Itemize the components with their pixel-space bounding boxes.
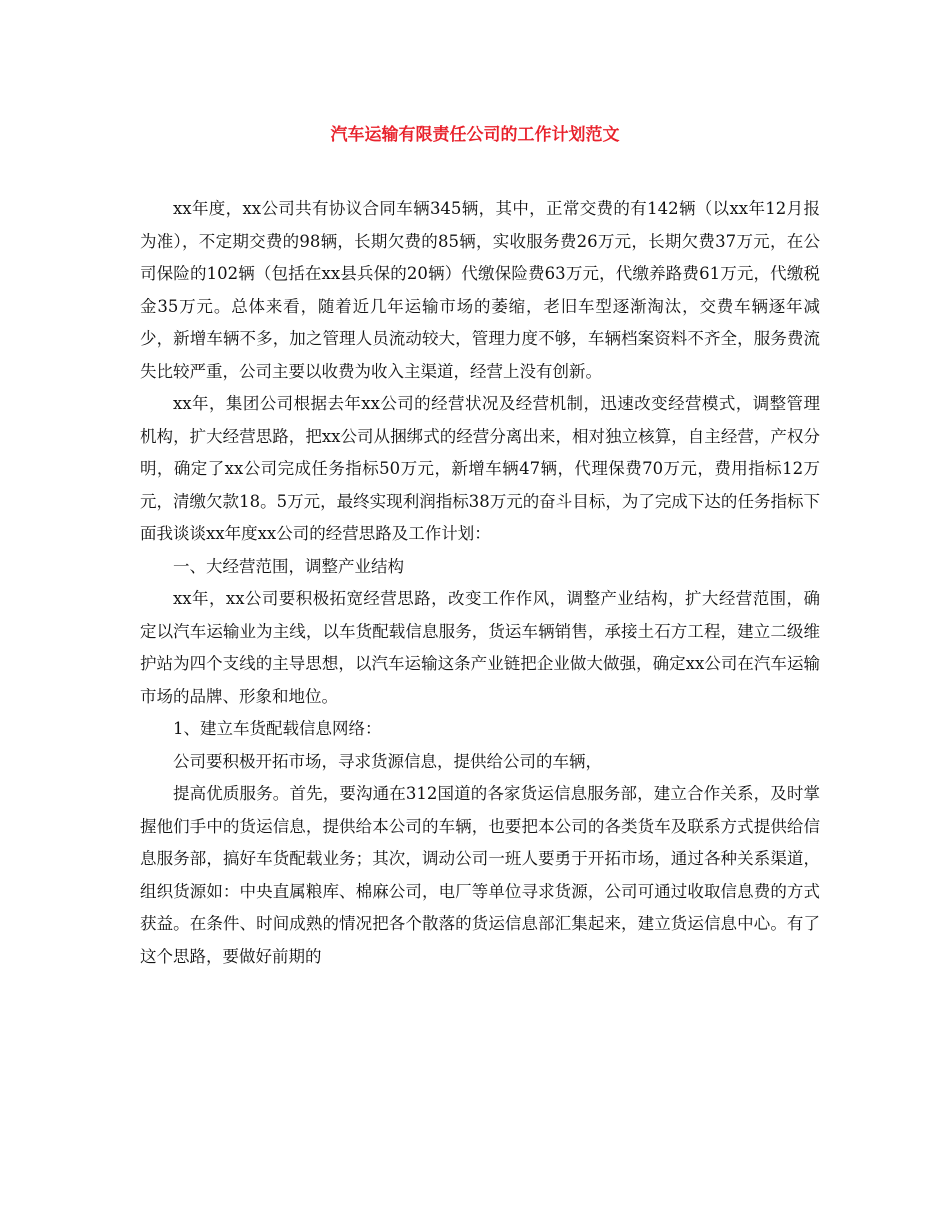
document-body <box>140 193 820 973</box>
document-title: 汽车运输有限责任公司的工作计划范文 <box>330 125 620 145</box>
subheading-cargo-network: 1、建立车货配载信息网络： <box>173 719 382 738</box>
paragraph-business-scope: xx年，xx公司要积极拓宽经营思路，改变工作作风，调整产业结构，扩大经营范围，确定以汽车运输业为主线，以车货配载信息服务，货运车辆销售，承接土石方工程，建立二级维护站为四个支线的主导思想，以汽车运输这条产业链把企业做大做强，确定xx公司在汽车运输市场的品牌、形象和地位。 <box>140 589 820 706</box>
paragraph-annual-summary: xx年度，xx公司共有协议合同车辆345辆，其中，正常交费的有142辆（以xx年12月报为准），不定期交费的98辆，长期欠费的85辆，实收服务费26万元，长期欠费37万元，在公司保险的102辆（包括在xx县兵保的20辆）代缴保险费63万元，代缴养路费61万元，代缴税金35万元。总体来看，随着近几年运输市场的萎缩，老旧车型逐渐淘汰，交费车辆逐年减少，新增车辆不多，加之管理人员流动较大，管理力度不够，车辆档案资料不齐全，服务费流失比较严重，公司主要以收费为收入主渠道，经营上没有创新。 <box>140 199 820 381</box>
section-heading-business-scope: 一、大经营范围，调整产业结构 <box>173 556 404 576</box>
paragraph-service-quality: 提高优质服务。首先，要沟通在312国道的各家货运信息服务部，建立合作关系，及时掌握他们手中的货运信息，提供给本公司的车辆，也要把本公司的各类货车及联系方式提供给信息服务部，搞好车货配载业务；其次，调动公司一班人要勇于开拓市场，通过各种关系渠道，组织货源如：中央直属粮库、棉麻公司，电厂等单位寻求货源，公司可通过收取信息费的方式获益。在条件、时间成熟的情况把各个散落的货运信息部汇集起来，建立货运信息中心。有了这个思路，要做好前期的 <box>140 784 820 966</box>
paragraph-cargo-market: 公司要积极开拓市场，寻求货源信息，提供给公司的车辆， <box>173 751 602 771</box>
paragraph-group-plan: xx年，集团公司根据去年xx公司的经营状况及经营机制，迅速改变经营模式，调整管理机构，扩大经营思路，把xx公司从捆绑式的经营分离出来，相对独立核算，自主经营，产权分明，确定了xx公司完成任务指标50万元，新增车辆47辆，代理保费70万元，费用指标12万元，清缴欠款18。5万元，最终实现利润指标38万元的奋斗目标，为了完成下达的任务指标下面我谈谈xx年度xx公司的经营思路及工作计划： <box>140 394 820 543</box>
